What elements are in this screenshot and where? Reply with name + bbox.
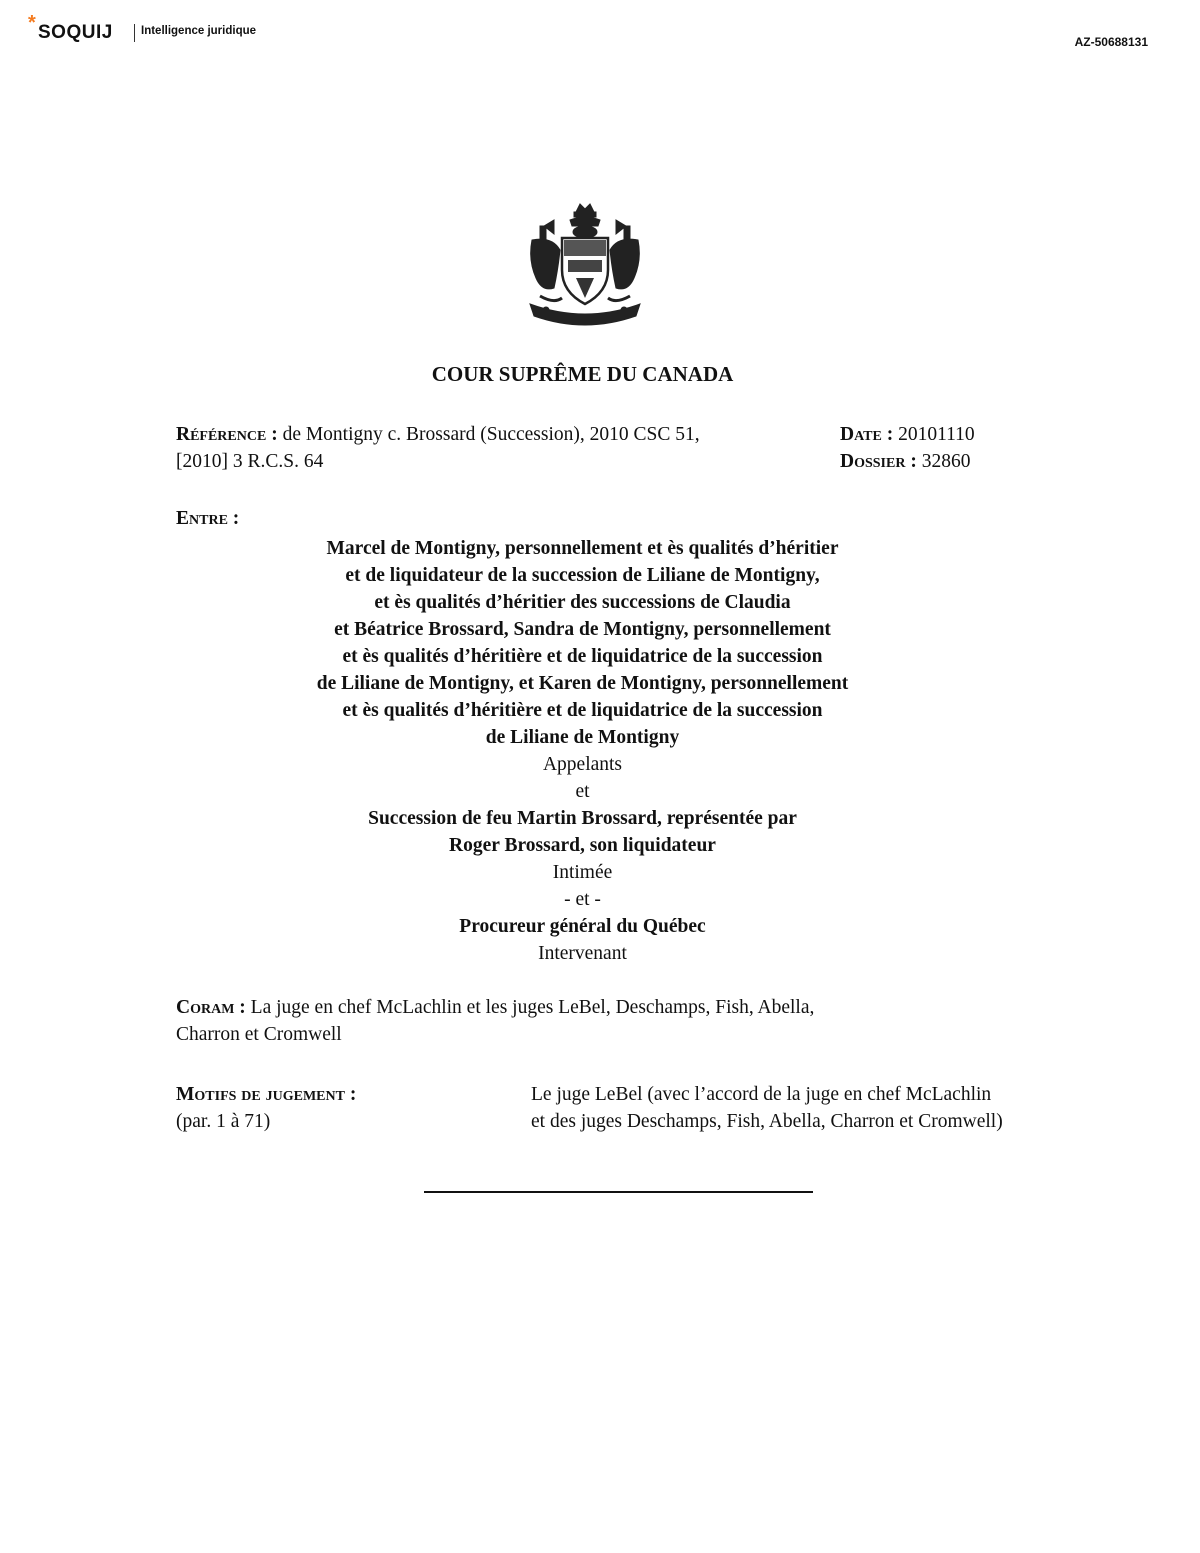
intervener-role: Intervenant (538, 943, 627, 964)
appellants-role: Appelants (542, 754, 623, 775)
appellants-line: Marcel de Montigny, personnellement et ès qualités d’héritier (326, 538, 839, 559)
date-value: 20101110 (898, 424, 975, 445)
court-title: COUR SUPRÊME DU CANADA (431, 362, 734, 386)
reference-label: Référence : (176, 424, 278, 445)
appellants-line: et ès qualités d’héritier des successions de Claudia (374, 592, 791, 613)
motifs-paragraphs: (par. 1 à 71) (176, 1111, 271, 1132)
respondent-role: Intimée (552, 862, 613, 883)
party-separator: - et - (564, 889, 601, 910)
coram-block (176, 994, 976, 1048)
dossier-value: 32860 (921, 451, 971, 472)
coram-label: Coram : (176, 997, 246, 1018)
logo-tagline: Intelligence juridique (141, 25, 257, 37)
horizontal-rule (424, 1191, 813, 1193)
parties-block (0, 535, 1165, 967)
motifs-line-1: Le juge LeBel (avec l’accord de la juge en chef McLachlin (531, 1084, 992, 1105)
respondent-line: Roger Brossard, son liquidateur (449, 835, 716, 856)
canada-coat-of-arms-icon (524, 200, 646, 335)
appellants-line: de Liliane de Montigny, et Karen de Montigny, personnellement (316, 673, 849, 694)
reference-line-2: [2010] 3 R.C.S. 64 (176, 451, 324, 472)
motifs-label: Motifs de jugement : (176, 1084, 357, 1105)
entre-label: Entre : (176, 508, 240, 529)
appellants-line: et ès qualités d’héritière et de liquidatrice de la succession (342, 700, 823, 721)
reference-line-1: de Montigny c. Brossard (Succession), 2010 CSC 51, (282, 424, 700, 445)
intervener-name: Procureur général du Québec (459, 916, 706, 937)
appellants-line: et Béatrice Brossard, Sandra de Montigny, personnellement (334, 619, 831, 640)
appellants-line: de Liliane de Montigny (485, 727, 680, 748)
motifs-text-block (531, 1081, 1003, 1135)
reference-block (176, 421, 836, 475)
motifs-label-block (176, 1081, 356, 1135)
motifs-line-2: et des juges Deschamps, Fish, Abella, Charron et Cromwell) (531, 1111, 1003, 1132)
logo-divider (134, 24, 135, 42)
coram-line-2: Charron et Cromwell (176, 1024, 342, 1045)
party-separator: et (575, 781, 590, 802)
date-dossier-block (840, 421, 975, 475)
date-label: Date : (840, 424, 894, 445)
appellants-line: et de liquidateur de la succession de Liliane de Montigny, (345, 565, 820, 586)
logo-star-icon: * (28, 12, 36, 34)
logo-wordmark: SOQUIJ (38, 22, 113, 43)
document-id: AZ-50688131 (1074, 35, 1148, 49)
dossier-label: Dossier : (840, 451, 917, 472)
appellants-line: et ès qualités d’héritière et de liquidatrice de la succession (342, 646, 823, 667)
respondent-line: Succession de feu Martin Brossard, représentée par (368, 808, 797, 829)
coram-line-1: La juge en chef McLachlin et les juges LeBel, Deschamps, Fish, Abella, (250, 997, 815, 1018)
